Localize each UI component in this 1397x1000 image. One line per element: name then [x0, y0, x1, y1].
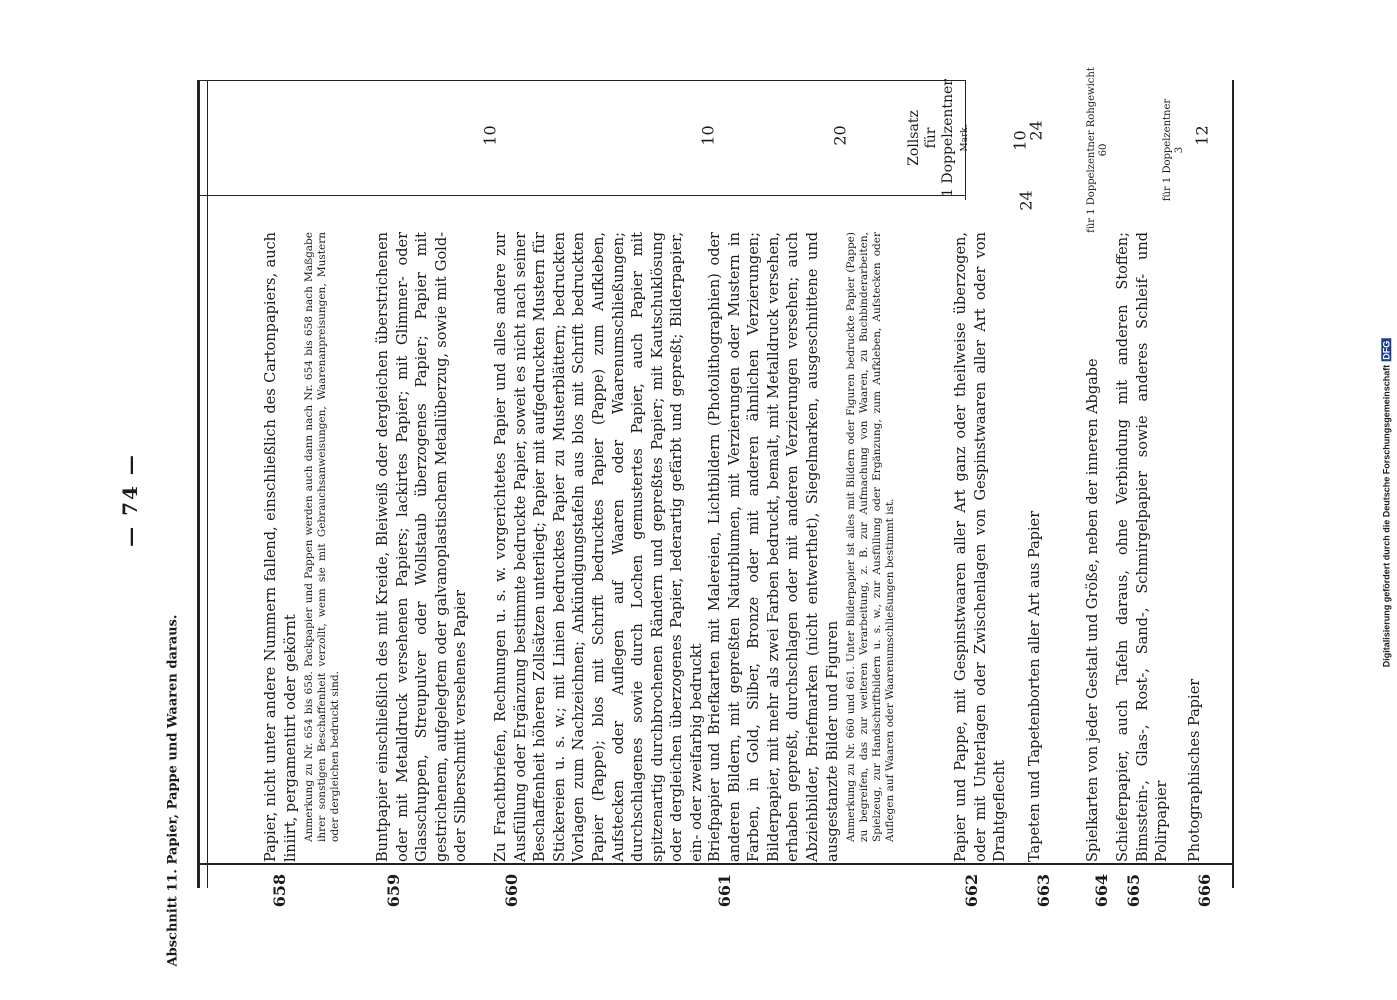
- table-border-left: [197, 80, 200, 888]
- rate-665: für 1 Doppelzentner 3: [1162, 98, 1186, 202]
- entry-number-659: 659: [384, 873, 404, 907]
- entry-text-662: Papier und Pappe, mit Gespinstwaaren aller Art ganz oder theilweise überzogen, oder mit Unterlagen oder Zwischenlagen von Gespinstwaaren aller Art oder von Drahtgeflecht: [953, 232, 1009, 862]
- entry-number-658: 658: [270, 873, 290, 907]
- rate-658: 10: [1010, 129, 1030, 151]
- rate-664: für 1 Doppelzentner Rohgewicht 60: [1086, 67, 1110, 233]
- entry-number-661: 661: [715, 873, 735, 907]
- digitization-note: Digitalisierung gefördert durch die Deutsche ForschungsgemeinschaftDFG: [1381, 340, 1391, 667]
- entry-text-659: Buntpapier einschließlich des mit Kreide, Bleiweiß oder dergleichen überstrichenen oder mit Metalldruck versehenen Papiers; lackirtes Papier; mit Glimmer- oder Glasschuppen, Streupulver oder Wollstaub überzogenes Papier; Papier mit gestrichenem, aufgelegtem oder galvanoplastischem Metallüberzug, sowie mit Gold- oder Silberschnitt versehenes Papier: [375, 232, 470, 862]
- entry-text-664: Spielkarten von jeder Gestalt und Größe, neben der inneren Abgabe: [1085, 358, 1101, 862]
- table-border-left-inner: [207, 80, 208, 888]
- entry-number-666: 666: [1195, 873, 1215, 907]
- entry-text-663: Tapeten und Tapetenborten aller Art aus Papier: [1027, 510, 1043, 862]
- section-title: Abschnitt 11. Papier, Pappe und Waaren daraus.: [165, 614, 181, 966]
- entry-text-661: Briefpapier und Briefkarten mit Malereien, Lichtbildern (Photolithographien) oder anderen Bildern, mit gepreßten Naturblumen, mit Verzierungen oder Mustern in Farben, in Gold, Silber, Bronze oder mit anderen ähnlichen Verzierungen; Bilderpapier, mit mehr als zwei Farben bedruckt, bemalt, mit Metalldruck versehen, erhaben gepreßt, durchschlagen oder mit anderen Verzierungen versehen; auch Abziehbilder, Briefmarken (nicht entwerthet), Siegelmarken, ausgeschnittene und ausgestanzte Bilder und Figuren Anmerkung zu Nr. 660 und 661. Unter Bilderpapier ist alles mit Bildern oder Figuren bedruckte Papier (Pappe) zu begreifen, das zur weiteren Verarbeitung, z. B. zur Aufmachung von Waaren, zu Buchbinderarbeiten, Spielzeug, zur Handschriftbildern u. s. w., zur Ausfüllung oder Ergänzung, zum Aufkleben, Aufstecken oder Auflegen auf Waaren oder Waarenumschließungen bestimmt ist.: [707, 232, 897, 862]
- table-top-rule: [200, 80, 965, 81]
- rate-662: 24: [1016, 189, 1036, 211]
- rate-660: 10: [698, 124, 718, 146]
- dfg-logo: DFG: [1381, 340, 1391, 360]
- entry-number-662: 662: [962, 873, 982, 907]
- entry-text-660: Zu Frachtbriefen, Rechnungen u. s. w. vorgerichtetes Papier und alles andere zur Ausfüllung oder Ergänzung bestimmte bedruckte Papier, soweit es nicht nach seiner Beschaffenheit höheren Zollsätzen unterliegt; Papier mit aufgedruckten Mustern für Stickereien u. s. w.; mit Linien bedrucktes Papier zu Musterblättern; bedruckten Vorlagen zum Nachzeichnen; Ankündigungstafeln aus blos mit Schrift bedruckten Papier (Pappe); blos mit Schrift bedrucktes Papier (Pappe) zum Aufkleben, Aufstecken oder Auflegen auf Waaren oder Waarenumschließungen; durchschlagenes sowie durch Lochen gemustertes Papier, auch Papier mit spitzenartig durchbrochenen Rändern und gepreßtes Papier; mit Kautschuklösung oder dergleichen überzogenes Papier, lederartig gefärbt und gepreßt; Bilderpapier, ein- oder zweifarbig bedruckt: [493, 232, 705, 862]
- entry-number-665: 665: [1124, 873, 1144, 907]
- entry-text-666: Photographisches Papier: [1187, 678, 1203, 862]
- entry-text-658: Papier, nicht unter andere Nummern fallend, einschließlich des Cartonpapiers, auch liniirt, pergamentirt oder gekörnt Anmerkung zu Nr. 654 bis 658. Packpapier und Pappen werden auch dann nach Nr. 654 bis 658 nach Maßgabe ihrer sonstigen Beschaffenheit verzollt, wenn sie mit Gebrauchsanweisungen, Waarenanpreisungen, Mustern oder dergleichen bedruckt sind.: [263, 232, 342, 862]
- rate-659: 10: [480, 124, 500, 146]
- entry-number-660: 660: [502, 873, 522, 907]
- page-number: — 74 —: [118, 453, 143, 547]
- header-rule: [200, 195, 965, 196]
- table-border-right: [1232, 80, 1234, 888]
- entry-number-664: 664: [1092, 873, 1112, 907]
- entry-number-663: 663: [1034, 873, 1054, 907]
- rate-666: 12: [1192, 124, 1212, 146]
- entry-text-665: Schieferpapier, auch Tafeln daraus, ohne Verbindung mit anderen Stoffen; Bimsstein-, Glas-, Rost-, Sand-, Schmirgelpapier sowie anderes Schleif- und Polirpapier: [1115, 232, 1171, 862]
- rate-663: 24: [1026, 119, 1046, 141]
- rate-661: 20: [830, 124, 850, 146]
- rate-column-header: Zollsatz für 1 Doppelzentner Mark.: [906, 78, 970, 197]
